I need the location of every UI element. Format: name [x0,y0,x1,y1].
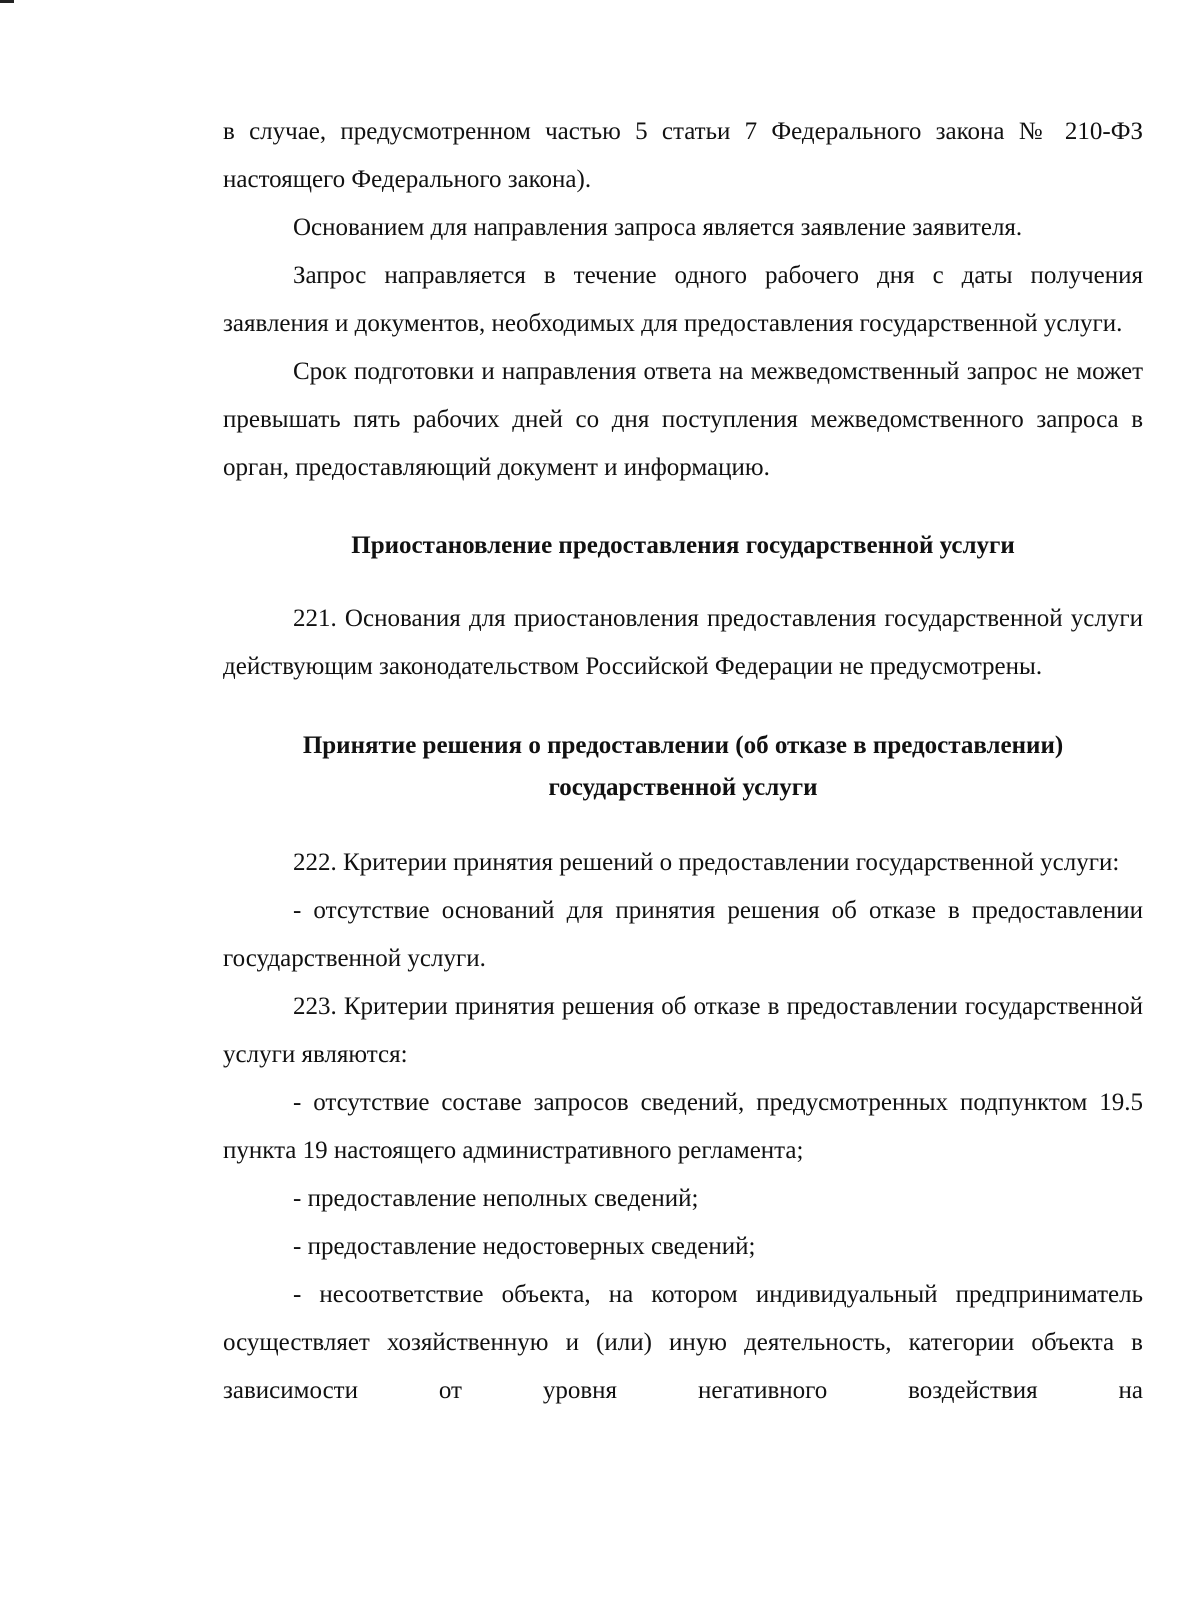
heading-suspension: Приостановление предоставления государственной услуги [351,532,1015,559]
heading-decision-line-1: Принятие решения о предоставлении (об отказе в предоставлении) [302,732,1064,759]
section-223-item-3: - предоставление недостоверных сведений; [293,1233,756,1260]
section-223-item-2: - предоставление неполных сведений; [293,1185,699,1212]
paragraph-basis: Основанием для направления запроса является заявление заявителя. [293,214,1023,241]
section-221: 221. Основания для приостановления предоставления государственной услуги действующим законодательством Российской Федерации не предусмотрены. [223,605,1143,680]
section-223: 223. Критерии принятия решения об отказе в предоставлении государственной услуги являются: [223,993,1143,1068]
paragraph-response-deadline: Срок подготовки и направления ответа на межведомственный запрос не может превышать пять рабочих дней со дня поступления межведомственного запроса в орган, предоставляющий документ и информацию. [223,358,1143,481]
heading-decision-line-2: государственной услуги [548,774,818,801]
scan-corner-mark [0,0,14,3]
section-222-item: - отсутствие оснований для принятия решения об отказе в предоставлении государственной услуги. [223,897,1143,972]
paragraph-continuation: в случае, предусмотренном частью 5 статьи 7 Федерального закона № 210-ФЗ настоящего Федерального закона). [223,118,1143,193]
paragraph-request-timing: Запрос направляется в течение одного рабочего дня с даты получения заявления и документов, необходимых для предоставления государственной услуги. [223,262,1143,337]
section-222: 222. Критерии принятия решений о предоставлении государственной услуги: [293,849,1120,876]
heading-decision [223,725,1143,809]
section-223-item-4: - несоответствие объекта, на котором индивидуальный предприниматель осуществляет хозяйственную и (или) иную деятельность, категории объекта в зависимости от уровня негативного воздействия на [223,1281,1143,1404]
document-page [223,108,1143,1415]
section-223-item-1: - отсутствие составе запросов сведений, предусмотренных подпунктом 19.5 пункта 19 настоящего административного регламента; [223,1089,1143,1164]
